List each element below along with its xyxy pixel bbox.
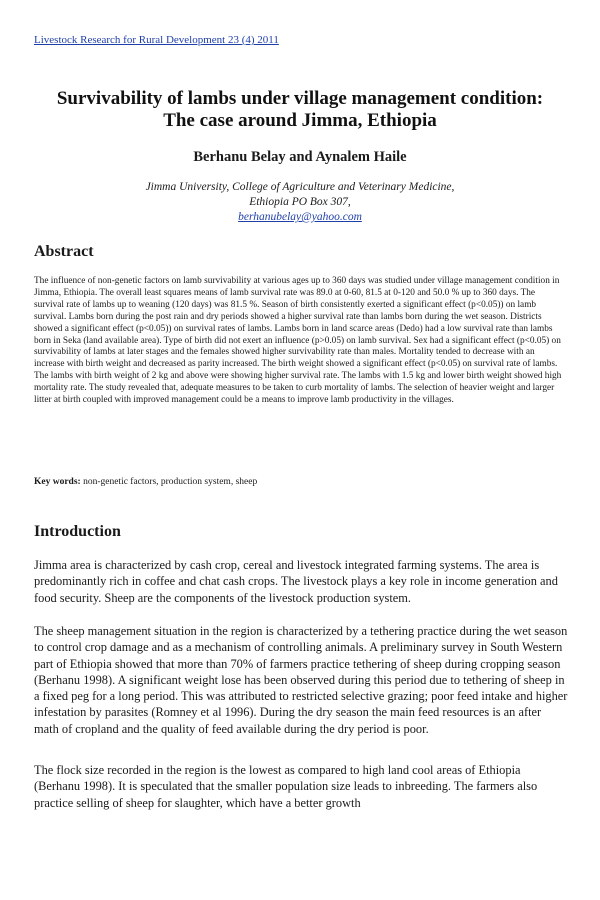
affiliation-line-2: Ethiopia PO Box 307,: [249, 196, 351, 208]
journal-citation-link[interactable]: Livestock Research for Rural Development 23 (4) 2011: [34, 34, 279, 46]
keywords-list: non-genetic factors, production system, sheep: [80, 477, 258, 487]
paper-authors: Berhanu Belay and Aynalem Haile: [193, 149, 407, 165]
keywords: [34, 477, 566, 487]
keywords-label: Key words:: [34, 477, 81, 487]
introduction-paragraph-1: Jimma area is characterized by cash crop, cereal and livestock integrated farming systems. The area is predominantly rich in coffee and chat cash crops. The livestock plays a key role in income generation and food security. Sheep are the components of the livestock production system.: [34, 558, 558, 605]
affiliation-line-1: Jimma University, College of Agriculture and Veterinary Medicine,: [145, 181, 455, 193]
paper-title-line-2: The case around Jimma, Ethiopia: [163, 110, 437, 131]
author-email-link[interactable]: berhanubelay@yahoo.com: [238, 211, 362, 223]
abstract-heading: Abstract: [34, 243, 94, 260]
author-affiliation: [0, 180, 600, 225]
introduction-paragraph-2: The sheep management situation in the region is characterized by a tethering practice during the wet season to control crop damage and as a mechanism of controlling animals. A preliminary survey in South Western part of Ethiopia showed that more than 70% of farmers practice tethering of sheep during cropping season (Berhanu 1998). A significant weight lose has been observed during this period due to tethering of sheep in a fixed peg for a long period. This was attributed to restricted selective grazing; poor feed intake and higher infestation by parasites (Romney et al 1996). During the dry season the main feed resources is an after math of cropland and the quality of feed available during the dry period is poor.: [34, 624, 568, 736]
introduction-paragraph-3: The flock size recorded in the region is the lowest as compared to high land cool areas of Ethiopia (Berhanu 1998). It is speculated that the smaller population size leads to inbreeding. The farmers also practice selling of sheep for slaughter, which have a better growth: [34, 763, 538, 810]
paper-title: [20, 88, 580, 132]
introduction-heading: Introduction: [34, 523, 121, 540]
abstract-text: The influence of non-genetic factors on lamb survivability at various ages up to 360 days was studied under village management condition in Jimma, Ethiopia. The overall least squares means of lamb survival rate was 89.0 at 0-60, 81.5 at 0-120 and 50.0 % up to 360 days. The survival rate of lambs up to weaning (120 days) was 81.5 %. Season of birth consistently exerted a significant effect (p<0.05)) on lamb survival. Lambs born during the post rain and dry periods showed a higher survival rate than lambs born during the wet season. Districts showed a significant effect (p<0.05)) on survival rates of lambs. Lambs born in land scarce areas (Dedo) had a low survival rate than lambs born in Seka (land available area). Type of birth did not exert an influence (p>0.05) on lamb survival. Sex had a significant effect (p<0.05) on survivability of lambs at later stages and the females showed higher survivability rate than males. Mortality tended to decrease with an increase with birth weight and decreased as parity increased. The birth weight showed a significant effect (p<0.05) on survival rate of lambs. The lambs with birth weight of 2 kg and above were showing higher survival rate. The lambs with 1.5 kg and lower birth weight showed high mortality rate. The study revealed that, adequate measures to be taken to curb mortality of lambs. The selection of heavier weight and larger litter at birth coupled with improved management could be a means to improve lamb productivity in the villages.: [34, 276, 562, 406]
paper-title-line-1: Survivability of lambs under village management condition:: [56, 88, 544, 109]
